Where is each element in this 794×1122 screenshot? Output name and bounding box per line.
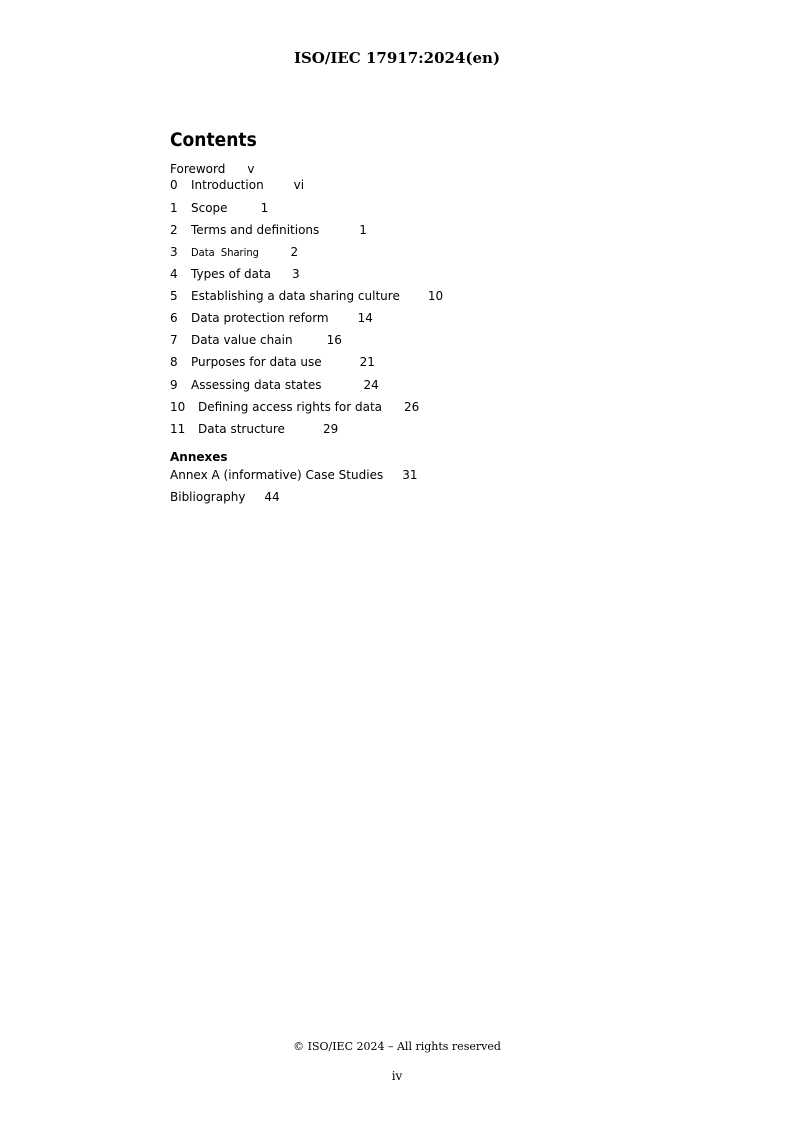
toc-entry-page: 31 bbox=[402, 468, 418, 482]
document-header: ISO/IEC 17917:2024(en) bbox=[293, 49, 501, 67]
toc-entry-number: 10 bbox=[170, 400, 186, 414]
toc-entry-page: 1 bbox=[260, 201, 269, 215]
toc-entry-1[interactable] bbox=[170, 201, 268, 215]
toc-entry-page: 14 bbox=[357, 311, 373, 325]
toc-entry-6[interactable] bbox=[170, 311, 373, 325]
toc-entry-label: Terms and definitions bbox=[191, 223, 320, 237]
toc-entry-label: Bibliography bbox=[170, 490, 246, 504]
toc-entry-number: 4 bbox=[170, 267, 178, 281]
toc-entry-number: 2 bbox=[170, 223, 178, 237]
toc-entry-number: 7 bbox=[170, 333, 178, 347]
toc-entry-label: Purposes for data use bbox=[191, 355, 322, 369]
toc-entry-label: Data Sharing bbox=[191, 246, 259, 259]
toc-entry-page: 29 bbox=[322, 422, 339, 436]
toc-entry-label: Assessing data states bbox=[191, 378, 322, 392]
annexes-heading: Annexes bbox=[170, 450, 228, 464]
toc-entry-bibliography[interactable] bbox=[170, 490, 280, 504]
toc-entry-2[interactable] bbox=[170, 223, 367, 237]
toc-entry-label: Data protection reform bbox=[191, 311, 329, 325]
toc-entry-number: 3 bbox=[170, 245, 178, 259]
toc-entry-0[interactable] bbox=[170, 178, 304, 192]
toc-entry-page: 2 bbox=[290, 245, 299, 259]
toc-entry-page: 10 bbox=[427, 289, 444, 303]
toc-entry-7[interactable] bbox=[170, 333, 342, 347]
toc-entry-5[interactable] bbox=[170, 289, 443, 303]
toc-entry-page: 16 bbox=[326, 333, 342, 347]
toc-entry-4[interactable] bbox=[170, 267, 300, 281]
toc-title: Contents bbox=[170, 129, 257, 151]
toc-entry-label: Scope bbox=[191, 201, 228, 215]
toc-entry-page: 1 bbox=[359, 223, 367, 237]
toc-entry-page: 26 bbox=[404, 400, 420, 414]
toc-entry-3[interactable] bbox=[170, 245, 298, 259]
toc-entry-11[interactable] bbox=[170, 422, 338, 436]
toc-entry-8[interactable] bbox=[170, 355, 375, 369]
toc-entry-label: Establishing a data sharing culture bbox=[191, 289, 400, 303]
toc-entry-label: Introduction bbox=[191, 178, 264, 192]
copyright-notice: © ISO/IEC 2024 – All rights reserved bbox=[293, 1040, 501, 1053]
toc-entry-number: 1 bbox=[170, 201, 178, 215]
toc-entry-number: 5 bbox=[170, 289, 178, 303]
toc-entry-label: Defining access rights for data bbox=[198, 400, 383, 414]
toc-entry-page: v bbox=[247, 162, 255, 176]
toc-entry-number: 11 bbox=[170, 422, 186, 436]
toc-entry-number: 8 bbox=[170, 355, 178, 369]
toc-entry-page: 21 bbox=[359, 355, 375, 369]
toc-entry-label: Types of data bbox=[191, 267, 272, 281]
toc-entry-page: 3 bbox=[292, 267, 300, 281]
toc-entry-foreword[interactable] bbox=[170, 162, 254, 176]
toc-entry-label: Annex A (informative) Case Studies bbox=[170, 468, 384, 482]
toc-entry-page: 44 bbox=[264, 490, 280, 504]
toc-entry-label: Foreword bbox=[170, 162, 226, 176]
toc-entry-page: vi bbox=[293, 178, 305, 192]
toc-entry-9[interactable] bbox=[170, 378, 379, 392]
toc-entry-number: 9 bbox=[170, 378, 178, 392]
toc-entry-label: Data structure bbox=[198, 422, 285, 436]
toc-entry-number: 0 bbox=[170, 178, 178, 192]
toc-entry-10[interactable] bbox=[170, 400, 419, 414]
toc-entry-annex-a[interactable] bbox=[170, 468, 417, 482]
page-number: iv bbox=[391, 1069, 403, 1083]
toc-entry-number: 6 bbox=[170, 311, 178, 325]
toc-entry-page: 24 bbox=[363, 378, 379, 392]
toc-entry-label: Data value chain bbox=[191, 333, 293, 347]
